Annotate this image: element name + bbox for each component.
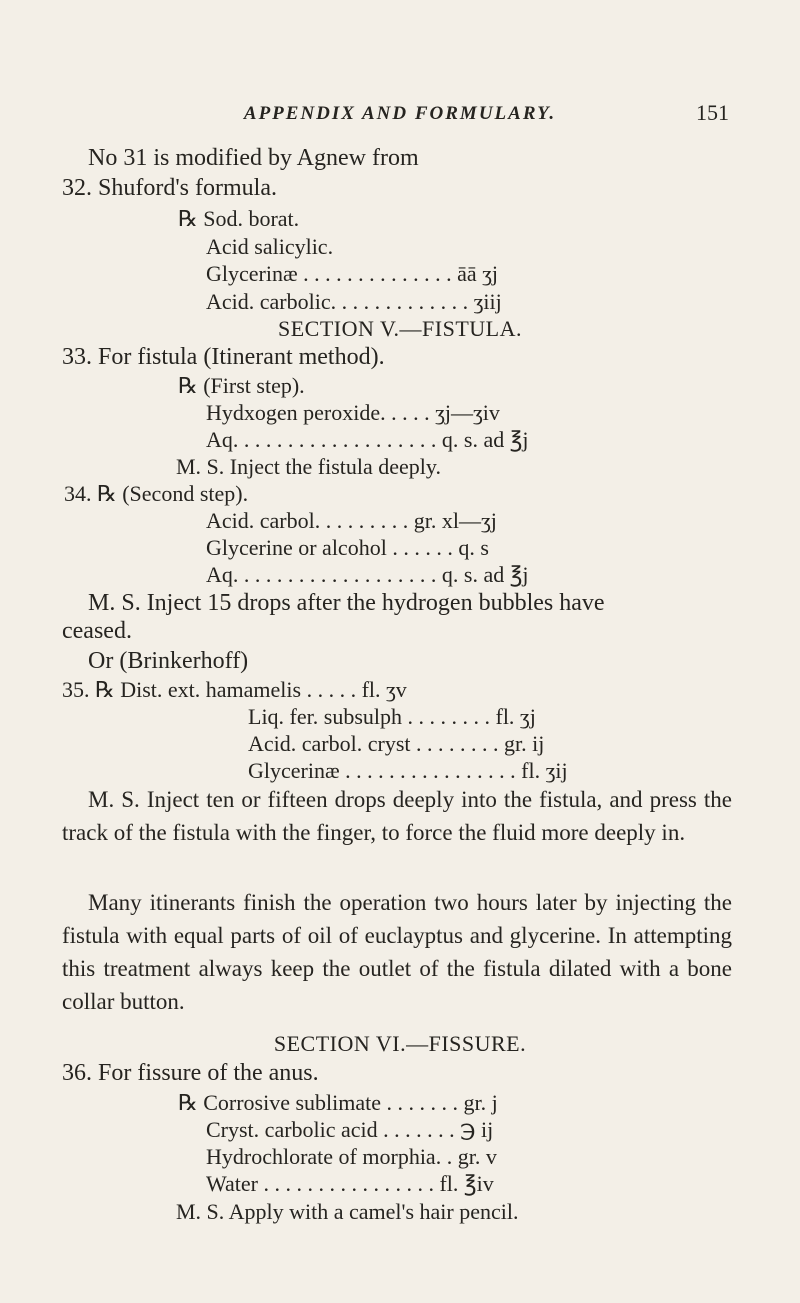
formula-line: ℞ (First step). xyxy=(178,373,305,398)
formula-line: Acid. carbol. cryst . . . . . . . . gr. ij xyxy=(248,731,545,756)
formula-line: 34. ℞ (Second step). xyxy=(64,481,249,506)
formula-line: Hydxogen peroxide. . . . . ʒj—ʒiv xyxy=(206,400,500,425)
formula-line: Liq. fer. subsulph . . . . . . . . fl. ʒj xyxy=(248,704,536,729)
formula-line: ℞ Sod. borat. xyxy=(178,206,300,231)
text-line: Or (Brinkerhoff) xyxy=(88,648,249,674)
text-line: 33. For fistula (Itinerant method). xyxy=(62,344,385,370)
section-heading: SECTION V.—FISTULA. xyxy=(278,316,522,341)
formula-line: Hydrochlorate of morphia. . gr. v xyxy=(206,1144,497,1169)
formula-line: Aq. . . . . . . . . . . . . . . . . . . q. s. ad ℥j xyxy=(206,562,529,587)
formula-line: ℞ Corrosive sublimate . . . . . . . gr. j xyxy=(178,1090,498,1115)
page-number: 151 xyxy=(696,100,729,125)
formula-line: Cryst. carbolic acid . . . . . . . ℈ ij xyxy=(206,1117,494,1142)
formula-line: 35. ℞ Dist. ext. hamamelis . . . . . fl. ʒv xyxy=(62,677,407,702)
text-line: 36. For fissure of the anus. xyxy=(62,1060,319,1086)
formula-line: Water . . . . . . . . . . . . . . . . fl. ℥iv xyxy=(206,1171,494,1196)
formula-line: M. S. Apply with a camel's hair pencil. xyxy=(176,1199,519,1224)
formula-line: M. S. Inject the fistula deeply. xyxy=(176,454,441,479)
formula-line: Glycerine or alcohol . . . . . . q. s xyxy=(206,535,489,560)
formula-line: Acid. carbolic. . . . . . . . . . . . . ʒiij xyxy=(206,289,502,314)
running-header: APPENDIX AND FORMULARY. xyxy=(243,103,557,124)
text-line: No 31 is modified by Agnew from xyxy=(88,145,419,171)
formula-line: Acid salicylic. xyxy=(206,234,334,259)
text-line: 32. Shuford's formula. xyxy=(62,175,277,201)
formula-line: Glycerinæ . . . . . . . . . . . . . . . . fl. ʒij xyxy=(248,758,568,783)
formula-line: Glycerinæ . . . . . . . . . . . . . . āā ʒj xyxy=(206,261,499,286)
paragraph: Many itinerants finish the operation two hours later by injecting the fistula with equal parts of oil of euclayptus and glycerine. In attempting this treatment always keep the outlet of the fistula dilated with a bone collar button. xyxy=(62,890,732,1014)
formula-line: Acid. carbol. . . . . . . . . gr. xl—ʒj xyxy=(206,508,497,533)
text-line: ceased. xyxy=(62,618,132,644)
section-heading: SECTION VI.—FISSURE. xyxy=(273,1031,527,1056)
paragraph: M. S. Inject ten or fifteen drops deeply into the fistula, and press the track of the fistula with the finger, to force the fluid more deeply in. xyxy=(62,787,732,845)
text-line: M. S. Inject 15 drops after the hydrogen bubbles have xyxy=(88,590,605,616)
formula-line: Aq. . . . . . . . . . . . . . . . . . . q. s. ad ℥j xyxy=(206,427,529,452)
